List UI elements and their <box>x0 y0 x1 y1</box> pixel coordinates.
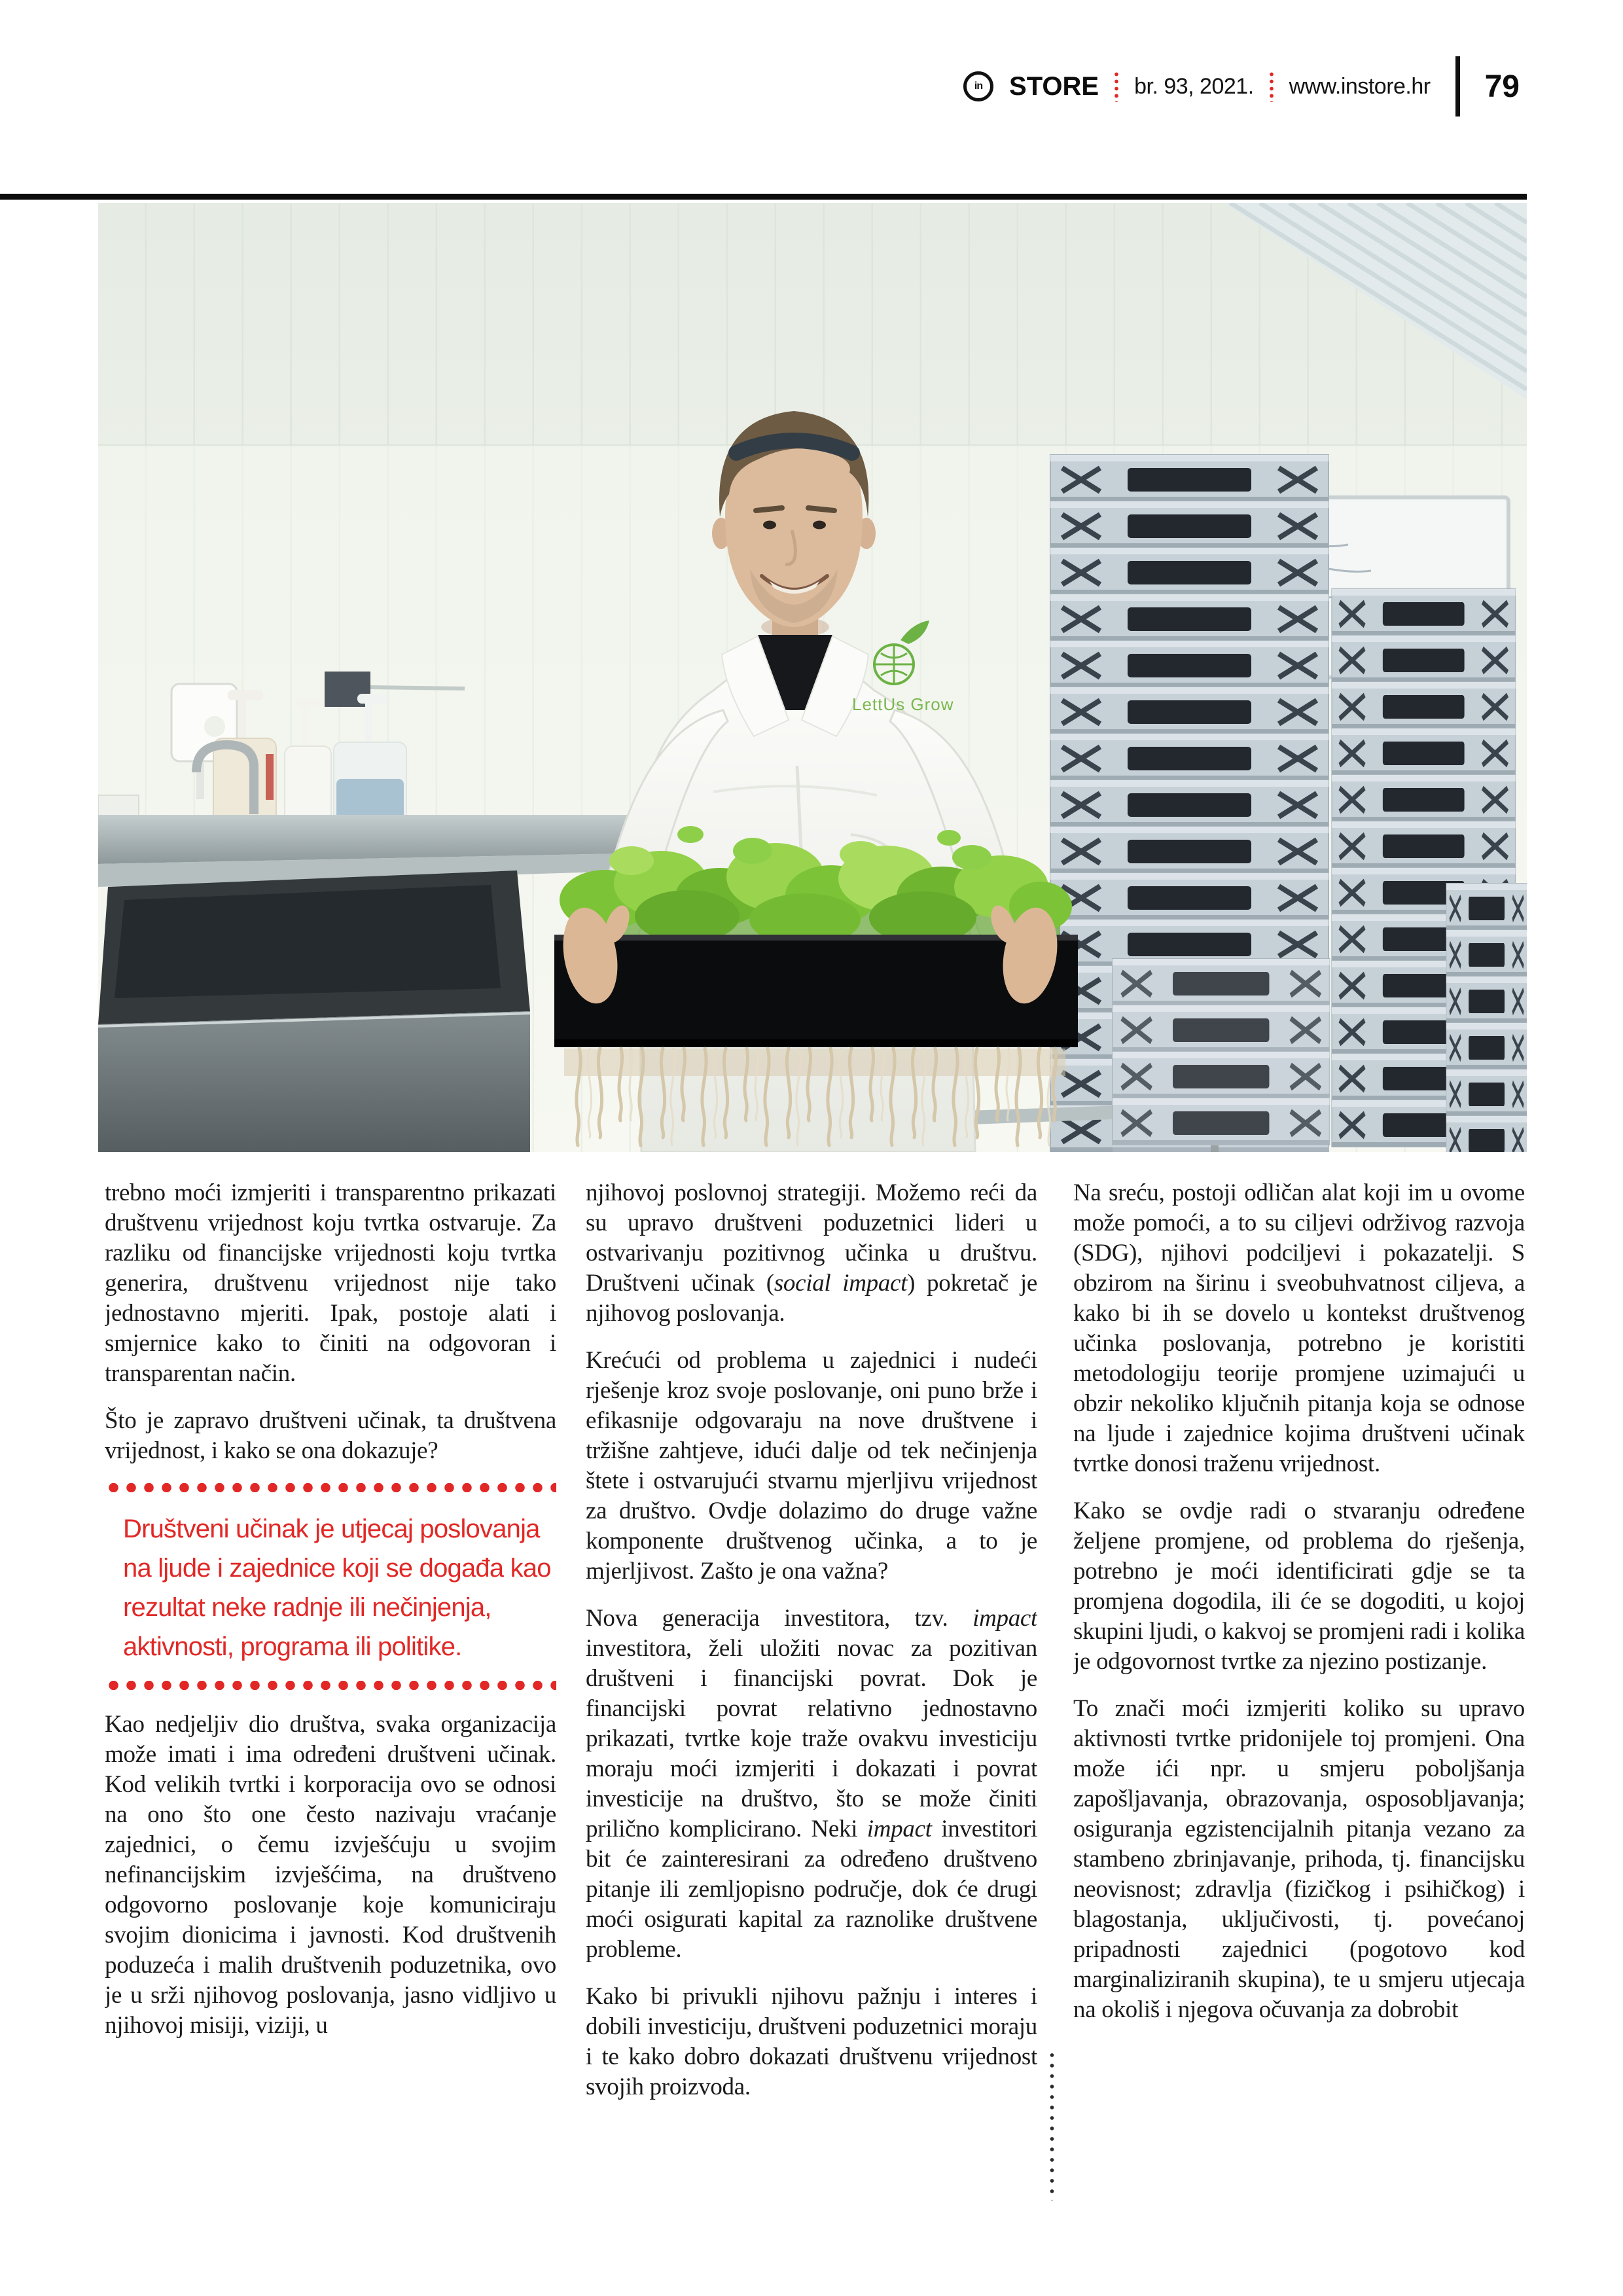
pull-quote-text: Društveni učinak je utjecaj poslovanja na ljude i zajednice koji se događa kao rezultat neke radnje ili nečinjenja, aktivnosti, programa ili politike. <box>123 1515 551 1661</box>
masthead <box>963 56 1520 117</box>
paragraph: Kao nedjeljiv dio društva, svaka organizacija može imati i ima određeni društveni učinak. Kod velikih tvrtki i korporacija ovo se odnosi na ono što one često nazivaju vraćanje zajednici, o čemu izvješćuju u svojim nefinancijskim izvješćima, na društveno odgovorno poslovanje koje komuniciraju svojim dionicima i javnosti. Kod društvenih poduzeća i malih društvenih poduzetnika, ovo je u srži njihovog poslovanja, jasno vidljivo u njihovoj misiji, viziji, u <box>105 1711 556 2039</box>
vertical-divider <box>1455 56 1460 117</box>
page-number: 79 <box>1484 69 1520 104</box>
paragraph: Kako se ovdje radi o stvaranju određene željene promjene, od problema do rješenja, potrebno je moći identificirati gdje se ta promjena dogodila, ili će se dogoditi, u kojoj skupini ljudi, o kakvoj se promjeni radi i kolika je odgovornost tvrtke za njezino postizanje. <box>1073 1498 1525 1675</box>
paragraph: njihovoj poslovnoj strategiji. Možemo reći da su upravo društveni poduzetnici lideri u ostvarivanju pozitivnog učinka u društvu. Društveni učinak (social impact) pokretač je njihovog poslovanja. <box>586 1179 1037 1327</box>
article-column-2 <box>586 1178 1037 2245</box>
column-dotted-separator <box>1050 2050 1054 2200</box>
website-link[interactable]: www.instore.hr <box>1289 73 1431 99</box>
red-dotted-rule-bottom <box>105 1681 556 1690</box>
paragraph: trebno moći izmjeriti i transparentno prikazati društvenu vrijednost koju tvrtka ostvaruje. Za razliku od financijske vrijednosti koju tvrtka generira, društvenu vrijednost nije tako jednostavno mjeriti. Ipak, postoje alati i smjernice kako to činiti na odgovoran i transparentan način. <box>105 1179 556 1387</box>
paragraph: Što je zapravo društveni učinak, ta društvena vrijednost, i kako se ona dokazuje? <box>105 1407 556 1464</box>
pull-quote-block <box>105 1483 556 1690</box>
issue-label: br. 93, 2021. <box>1134 73 1254 99</box>
hero-photo <box>98 203 1527 1152</box>
article-column-3 <box>1073 1178 1525 2245</box>
crate-stack-far-right <box>1446 884 1527 1152</box>
brand-name: STORE <box>1009 71 1099 101</box>
instore-logo-icon: in <box>963 71 993 101</box>
paragraph: Na sreću, postoji odličan alat koji im u ovome može pomoći, a to su ciljevi održivog razvoja (SDG), njihovi podciljevi i pokazatelji. S obzirom na širinu i sveobuhvatnost ciljeva, a kako bi ih se dovelo u kontekst društvenog učinka poslovanja, potrebno je koristiti metodologiju teorije promjene uzimajući u obzir nekoliko ključnih pitanja koja se odnose na ljude i zajednice kojima društveni učinak tvrtke donosi traženu vrijednost. <box>1073 1179 1525 1477</box>
crate-stack-front <box>1113 959 1330 1152</box>
header-rule <box>0 194 1527 200</box>
red-dotted-separator <box>1270 71 1274 102</box>
paragraph: Nova generacija investitora, tzv. impact investitora, želi uložiti novac za pozitivan društveni i financijski povrat. Dok je financijski povrat relativno jednostavno prikazati, tvrtke koje traže ovakvu investiciju moraju moći izmjeriti i dokazati i povrat investicije na društvo, što se može činiti prilično komplicirano. Neki impact investitori bit će zainteresirani za određeno društveno pitanje ili zemljopisno područje, dok će drugi moći osigurati kapital za raznolike društvene probleme. <box>586 1605 1037 1963</box>
article-column-1 <box>105 1178 556 2245</box>
paragraph: To znači moći izmjeriti koliko su upravo aktivnosti tvrtke pridonijele toj promjeni. Ona može ići npr. u smjeru poboljšanja zapošljavanja, obrazovanja, osposobljavanja; osiguranja egzistencijalnih pitanja vezano za stambeno zbrinjavanje, prihoda, tj. financijsku neovisnost; zdravlja (fizičkog i psihičkog) i blagostanja, uključivosti, tj. povećanoj pripadnosti zajednici (pogotovo kod marginaliziranih skupina), te u smjeru utjecaja na okoliš i njegova očuvanja za dobrobit <box>1073 1695 1525 2023</box>
seedling-tray <box>554 935 1078 1047</box>
coat-logo-text: LettUs Grow <box>852 694 954 714</box>
paragraph: Krećući od problema u zajednici i nudeći rješenje kroz svoje poslovanje, oni puno brže i efikasnije odgovaraju na nove društvene i tržišne zahtjeve, idući dalje od tek nečinjenja štete i ostvarujući stvarnu mjerljivu vrijednost za društvo. Ovdje dolazimo do druge važne komponente društvenog učinka, a to je mjerljivost. Zašto je ona važna? <box>586 1347 1037 1585</box>
paragraph: Kako bi privukli njihovu pažnju i interes i dobili investiciju, društveni poduzetnici moraju i te kako dobro dokazati društvenu vrijednost svojih proizvoda. <box>586 1983 1037 2100</box>
red-dotted-rule-top <box>105 1483 556 1492</box>
red-dotted-separator <box>1115 71 1118 102</box>
